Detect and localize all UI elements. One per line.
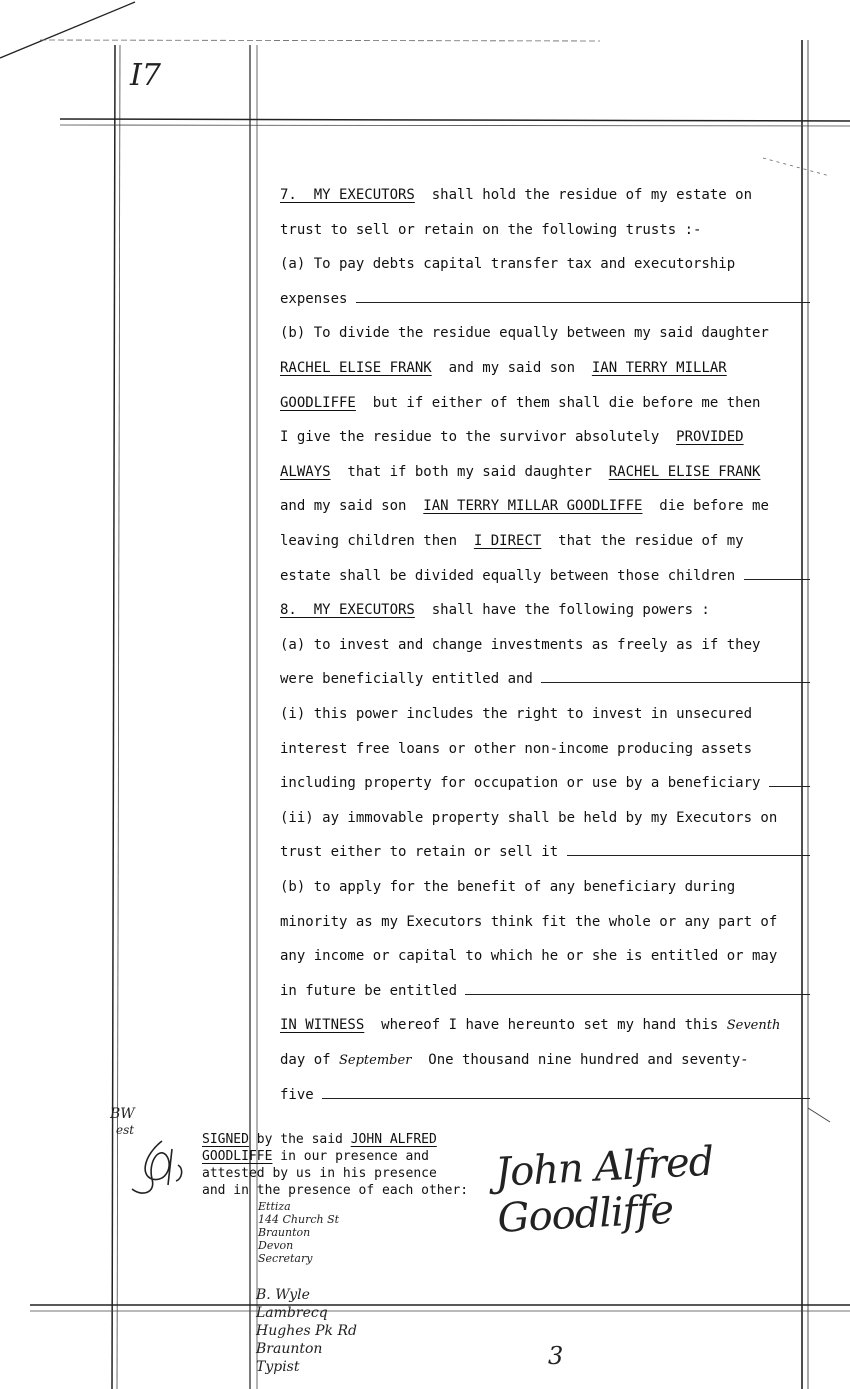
handwritten-entry: September — [339, 1053, 412, 1068]
line-text: (ii) ay immovable property shall be held by my Executors on — [280, 809, 778, 826]
line-text: day of — [280, 1052, 340, 1068]
underlined-term: RACHEL ELISE FRANK — [280, 360, 432, 376]
witness-2-occupation: Typist — [256, 1359, 300, 1375]
line-text: shall hold the residue of my estate on — [414, 187, 753, 203]
will-line — [280, 386, 810, 420]
attestation-line-3: and in the presence of each other: — [202, 1183, 469, 1198]
will-line — [280, 732, 810, 766]
will-line — [280, 559, 810, 593]
line-text: estate shall be divided equally between those children — [280, 567, 744, 584]
line-text: (a) to invest and change investments as freely as if they — [280, 636, 761, 653]
line-text: One thousand nine hundred and seventy- — [411, 1052, 749, 1068]
fill-line — [541, 672, 810, 683]
will-line — [280, 766, 810, 800]
witness-1-address: 144 Church St — [258, 1213, 340, 1226]
witness-1-details — [258, 1200, 339, 1265]
will-line — [280, 870, 810, 904]
witness-initial-scrawl — [122, 1135, 192, 1205]
page-number: 3 — [548, 1342, 564, 1370]
line-text: die before me — [642, 498, 769, 515]
line-text: minority as my Executors think fit the whole or any part of — [280, 913, 778, 930]
line-text: I give the residue to the survivor absolutely — [280, 429, 677, 446]
witness-2-address-1: Lambrecq — [256, 1305, 328, 1321]
will-line — [280, 1043, 810, 1077]
signed-label: SIGNED — [202, 1132, 249, 1147]
underlined-term: IAN TERRY MILLAR — [591, 360, 727, 376]
will-line — [280, 593, 810, 627]
will-line — [280, 697, 810, 731]
line-text: (b) to apply for the benefit of any beneficiary during — [280, 879, 736, 895]
will-line — [280, 801, 810, 835]
underlined-term: IN WITNESS — [280, 1017, 365, 1034]
line-text: interest free loans or other non-income producing assets — [280, 740, 753, 757]
witness-1-town: Braunton — [258, 1226, 311, 1239]
witness-1-name: Ettiza — [258, 1200, 291, 1213]
line-text: and my said son — [431, 360, 592, 376]
handwritten-entry: Seventh — [726, 1018, 781, 1034]
initials-2: est — [116, 1123, 135, 1137]
line-text: trust to sell or retain on the following trusts :- — [280, 221, 702, 238]
will-line — [280, 178, 810, 212]
will-line — [280, 662, 810, 696]
attestation-clause — [202, 1131, 468, 1199]
will-line — [280, 835, 810, 869]
will-line — [280, 420, 810, 454]
will-line — [280, 905, 810, 939]
witness-2-name: B. Wyle — [256, 1287, 310, 1303]
line-text: that if both my said daughter — [330, 463, 609, 480]
line-text: expenses — [280, 290, 356, 307]
initials-1: BW — [110, 1106, 135, 1122]
underlined-term: ALWAYS — [280, 463, 331, 480]
witness-2-address-2: Hughes Pk Rd — [256, 1323, 357, 1339]
margin-mark: I7 — [130, 58, 161, 93]
testator-name: JOHN ALFRED — [350, 1132, 437, 1147]
witness-1-occupation: Secretary — [258, 1252, 313, 1265]
will-line — [280, 974, 810, 1008]
witness-2-details — [256, 1286, 357, 1376]
fill-line — [769, 776, 810, 787]
will-line — [280, 489, 810, 523]
line-text: leaving children then — [280, 533, 474, 549]
will-line — [280, 213, 810, 247]
testator-signature: John Alfred Goodliffe — [494, 1138, 715, 1242]
line-text: and my said son — [280, 498, 424, 515]
fill-line — [744, 569, 810, 580]
will-line — [280, 939, 810, 973]
underlined-term: 8. MY EXECUTORS — [280, 602, 415, 619]
will-line — [280, 282, 810, 316]
witness-initials — [110, 1106, 135, 1138]
underlined-term: I DIRECT — [473, 533, 542, 549]
underlined-term: RACHEL ELISE FRANK — [608, 463, 761, 480]
fill-line — [465, 984, 810, 995]
will-line — [280, 455, 810, 489]
line-text: that the residue of my — [541, 533, 744, 549]
line-text: (i) this power includes the right to invest in unsecured — [280, 706, 753, 722]
underlined-term: GOODLIFFE — [280, 394, 356, 411]
underlined-term: 7. MY EXECUTORS — [280, 187, 415, 203]
line-text: whereof I have hereunto set my hand this — [364, 1017, 727, 1034]
witness-1-county: Devon — [258, 1239, 294, 1252]
fill-line — [356, 292, 810, 303]
line-text: including property for occupation or use by a beneficiary — [280, 775, 769, 792]
line-text: (a) To pay debts capital transfer tax and executorship — [280, 256, 736, 273]
will-line — [280, 1078, 810, 1112]
attestation-text: by the said — [248, 1132, 351, 1147]
line-text: but if either of them shall die before me then — [355, 394, 761, 411]
will-line — [280, 628, 810, 662]
fill-line — [567, 845, 810, 856]
line-text: were beneficially entitled and — [280, 671, 542, 688]
fill-line — [322, 1088, 810, 1099]
witness-2-town: Braunton — [256, 1341, 323, 1357]
line-text: five — [280, 1086, 323, 1103]
will-line — [280, 1008, 810, 1042]
testator-surname: GOODLIFFE — [202, 1149, 273, 1164]
line-text: (b) To divide the residue equally between my said daughter — [280, 325, 769, 342]
line-text: in future be entitled — [280, 982, 466, 999]
attestation-text-2: in our presence and — [272, 1149, 429, 1164]
will-line — [280, 524, 810, 558]
line-text: trust either to retain or sell it — [280, 844, 567, 861]
line-text: shall have the following powers : — [414, 602, 710, 619]
underlined-term: PROVIDED — [676, 429, 744, 446]
attestation-line-2: attested by us in his presence — [202, 1166, 437, 1181]
underlined-term: IAN TERRY MILLAR GOODLIFFE — [423, 498, 643, 515]
will-line — [280, 316, 810, 350]
line-text: any income or capital to which he or she is entitled or may — [280, 948, 778, 965]
will-line — [280, 247, 810, 281]
will-line — [280, 351, 810, 385]
